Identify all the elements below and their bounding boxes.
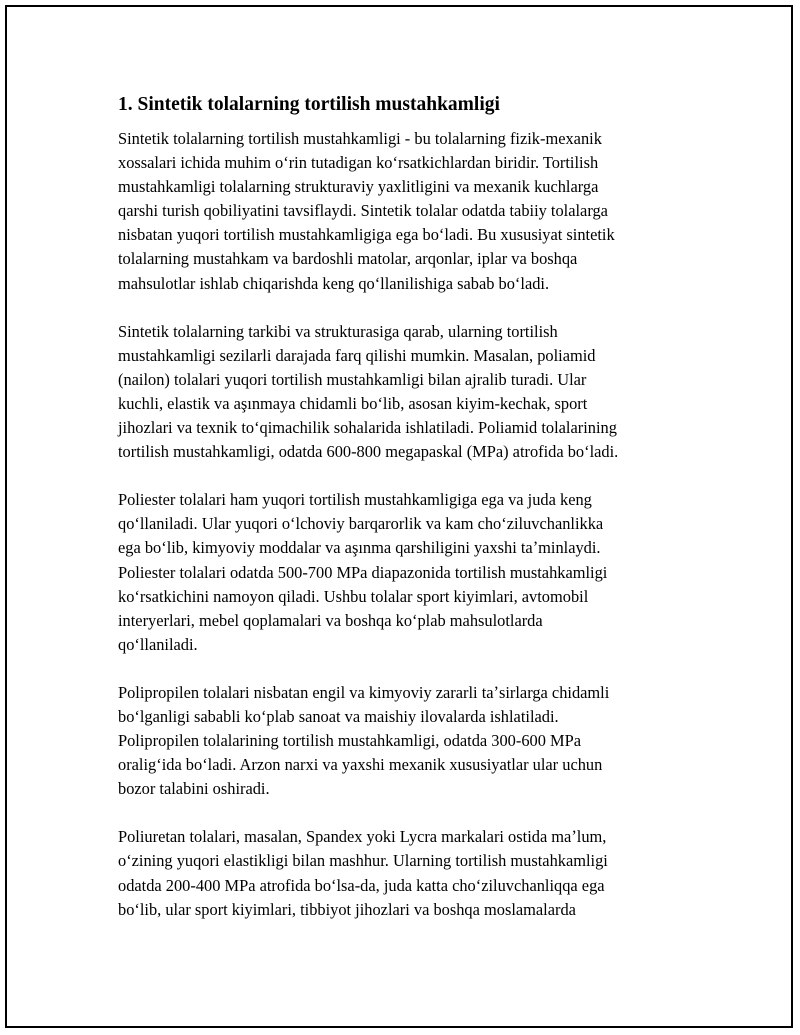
paragraph-line: boʻlganligi sababli koʻplab sanoat va maishiy ilovalarda ishlatiladi.: [118, 706, 559, 726]
paragraph-line: Poliester tolalari odatda 500-700 MPa diapazonida tortilish mustahkamligi: [118, 562, 608, 582]
paragraph-line: nisbatan yuqori tortilish mustahkamligiga ega boʻladi. Bu xususiyat sintetik: [118, 225, 615, 245]
paragraph-line: boʻlib, ular sport kiyimlari, tibbiyot jihozlari va boshqa moslamalarda: [118, 899, 576, 919]
paragraph: [118, 681, 690, 801]
paragraph-line: oʻzining yuqori elastikligi bilan mashhur. Ularning tortilish mustahkamligi: [118, 851, 608, 871]
paragraph-line: qarshi turish qobiliyatini tavsiflaydi. Sintetik tolalar odatda tabiiy tolalarga: [118, 201, 608, 221]
paragraph-line: Poliuretan tolalari, masalan, Spandex yoki Lycra markalari ostida maʼlum,: [118, 827, 607, 847]
paragraph-line: ega boʻlib, kimyoviy moddalar va aşınma qarshiligini yaxshi taʼminlaydi.: [118, 538, 601, 558]
section-title: 1. Sintetik tolalarning tortilish mustahkamligi: [118, 94, 500, 115]
paragraph-line: tortilish mustahkamligi, odatda 600-800 megapaskal (MPa) atrofida boʻladi.: [118, 442, 619, 462]
paragraph: [118, 488, 690, 657]
paragraph: [118, 320, 690, 465]
paragraph-line: interyerlari, mebel qoplamalari va boshqa koʻplab mahsulotlarda: [118, 610, 543, 630]
document-body: [118, 92, 690, 946]
paragraph-line: jihozlari va texnik toʻqimachilik sohalarida ishlatiladi. Poliamid tolalarining: [118, 418, 617, 438]
paragraph-line: Sintetik tolalarning tarkibi va strukturasiga qarab, ularning tortilish: [118, 321, 558, 341]
paragraph-line: Sintetik tolalarning tortilish mustahkamligi - bu tolalarning fizik-mexanik: [118, 129, 602, 148]
paragraph-line: mustahkamligi tolalarning strukturaviy yaxlitligini va mexanik kuchlarga: [118, 177, 599, 197]
paragraph-line: bozor talabini oshiradi.: [118, 779, 270, 799]
paragraph-line: oraligʻida boʻladi. Arzon narxi va yaxshi mexanik xususiyatlar ular uchun: [118, 755, 603, 775]
paragraph-line: qoʻllaniladi. Ular yuqori oʻlchoviy barqarorlik va kam choʻziluvchanlikka: [118, 514, 604, 534]
paragraph-line: mustahkamligi sezilarli darajada farq qilishi mumkin. Masalan, poliamid: [118, 345, 596, 365]
paragraph-line: mahsulotlar ishlab chiqarishda keng qoʻllanilishiga sabab boʻladi.: [118, 273, 550, 293]
paragraph: [118, 127, 690, 296]
paragraph-line: odatda 200-400 MPa atrofida boʻlsa-da, juda katta choʻziluvchanliqqa ega: [118, 875, 605, 895]
paragraph-line: Poliester tolalari ham yuqori tortilish mustahkamligiga ega va juda keng: [118, 490, 592, 510]
paragraph-line: qoʻllaniladi.: [118, 634, 198, 654]
paragraph: [118, 825, 690, 921]
paragraphs: [118, 127, 690, 922]
paragraph-line: (nailon) tolalari yuqori tortilish mustahkamligi bilan ajralib turadi. Ular: [118, 369, 587, 389]
paragraph-line: koʻrsatkichini namoyon qiladi. Ushbu tolalar sport kiyimlari, avtomobil: [118, 586, 589, 606]
paragraph-line: Polipropilen tolalarining tortilish mustahkamligi, odatda 300-600 MPa: [118, 731, 581, 751]
paragraph-line: Polipropilen tolalari nisbatan engil va kimyoviy zararli taʼsirlarga chidamli: [118, 682, 610, 702]
paragraph-line: xossalari ichida muhim oʻrin tutadigan koʻrsatkichlardan biridir. Tortilish: [118, 153, 599, 173]
paragraph-line: kuchli, elastik va aşınmaya chidamli boʻlib, asosan kiyim-kechak, sport: [118, 393, 588, 413]
paragraph-line: tolalarning mustahkam va bardoshli matolar, arqonlar, iplar va boshqa: [118, 249, 578, 269]
